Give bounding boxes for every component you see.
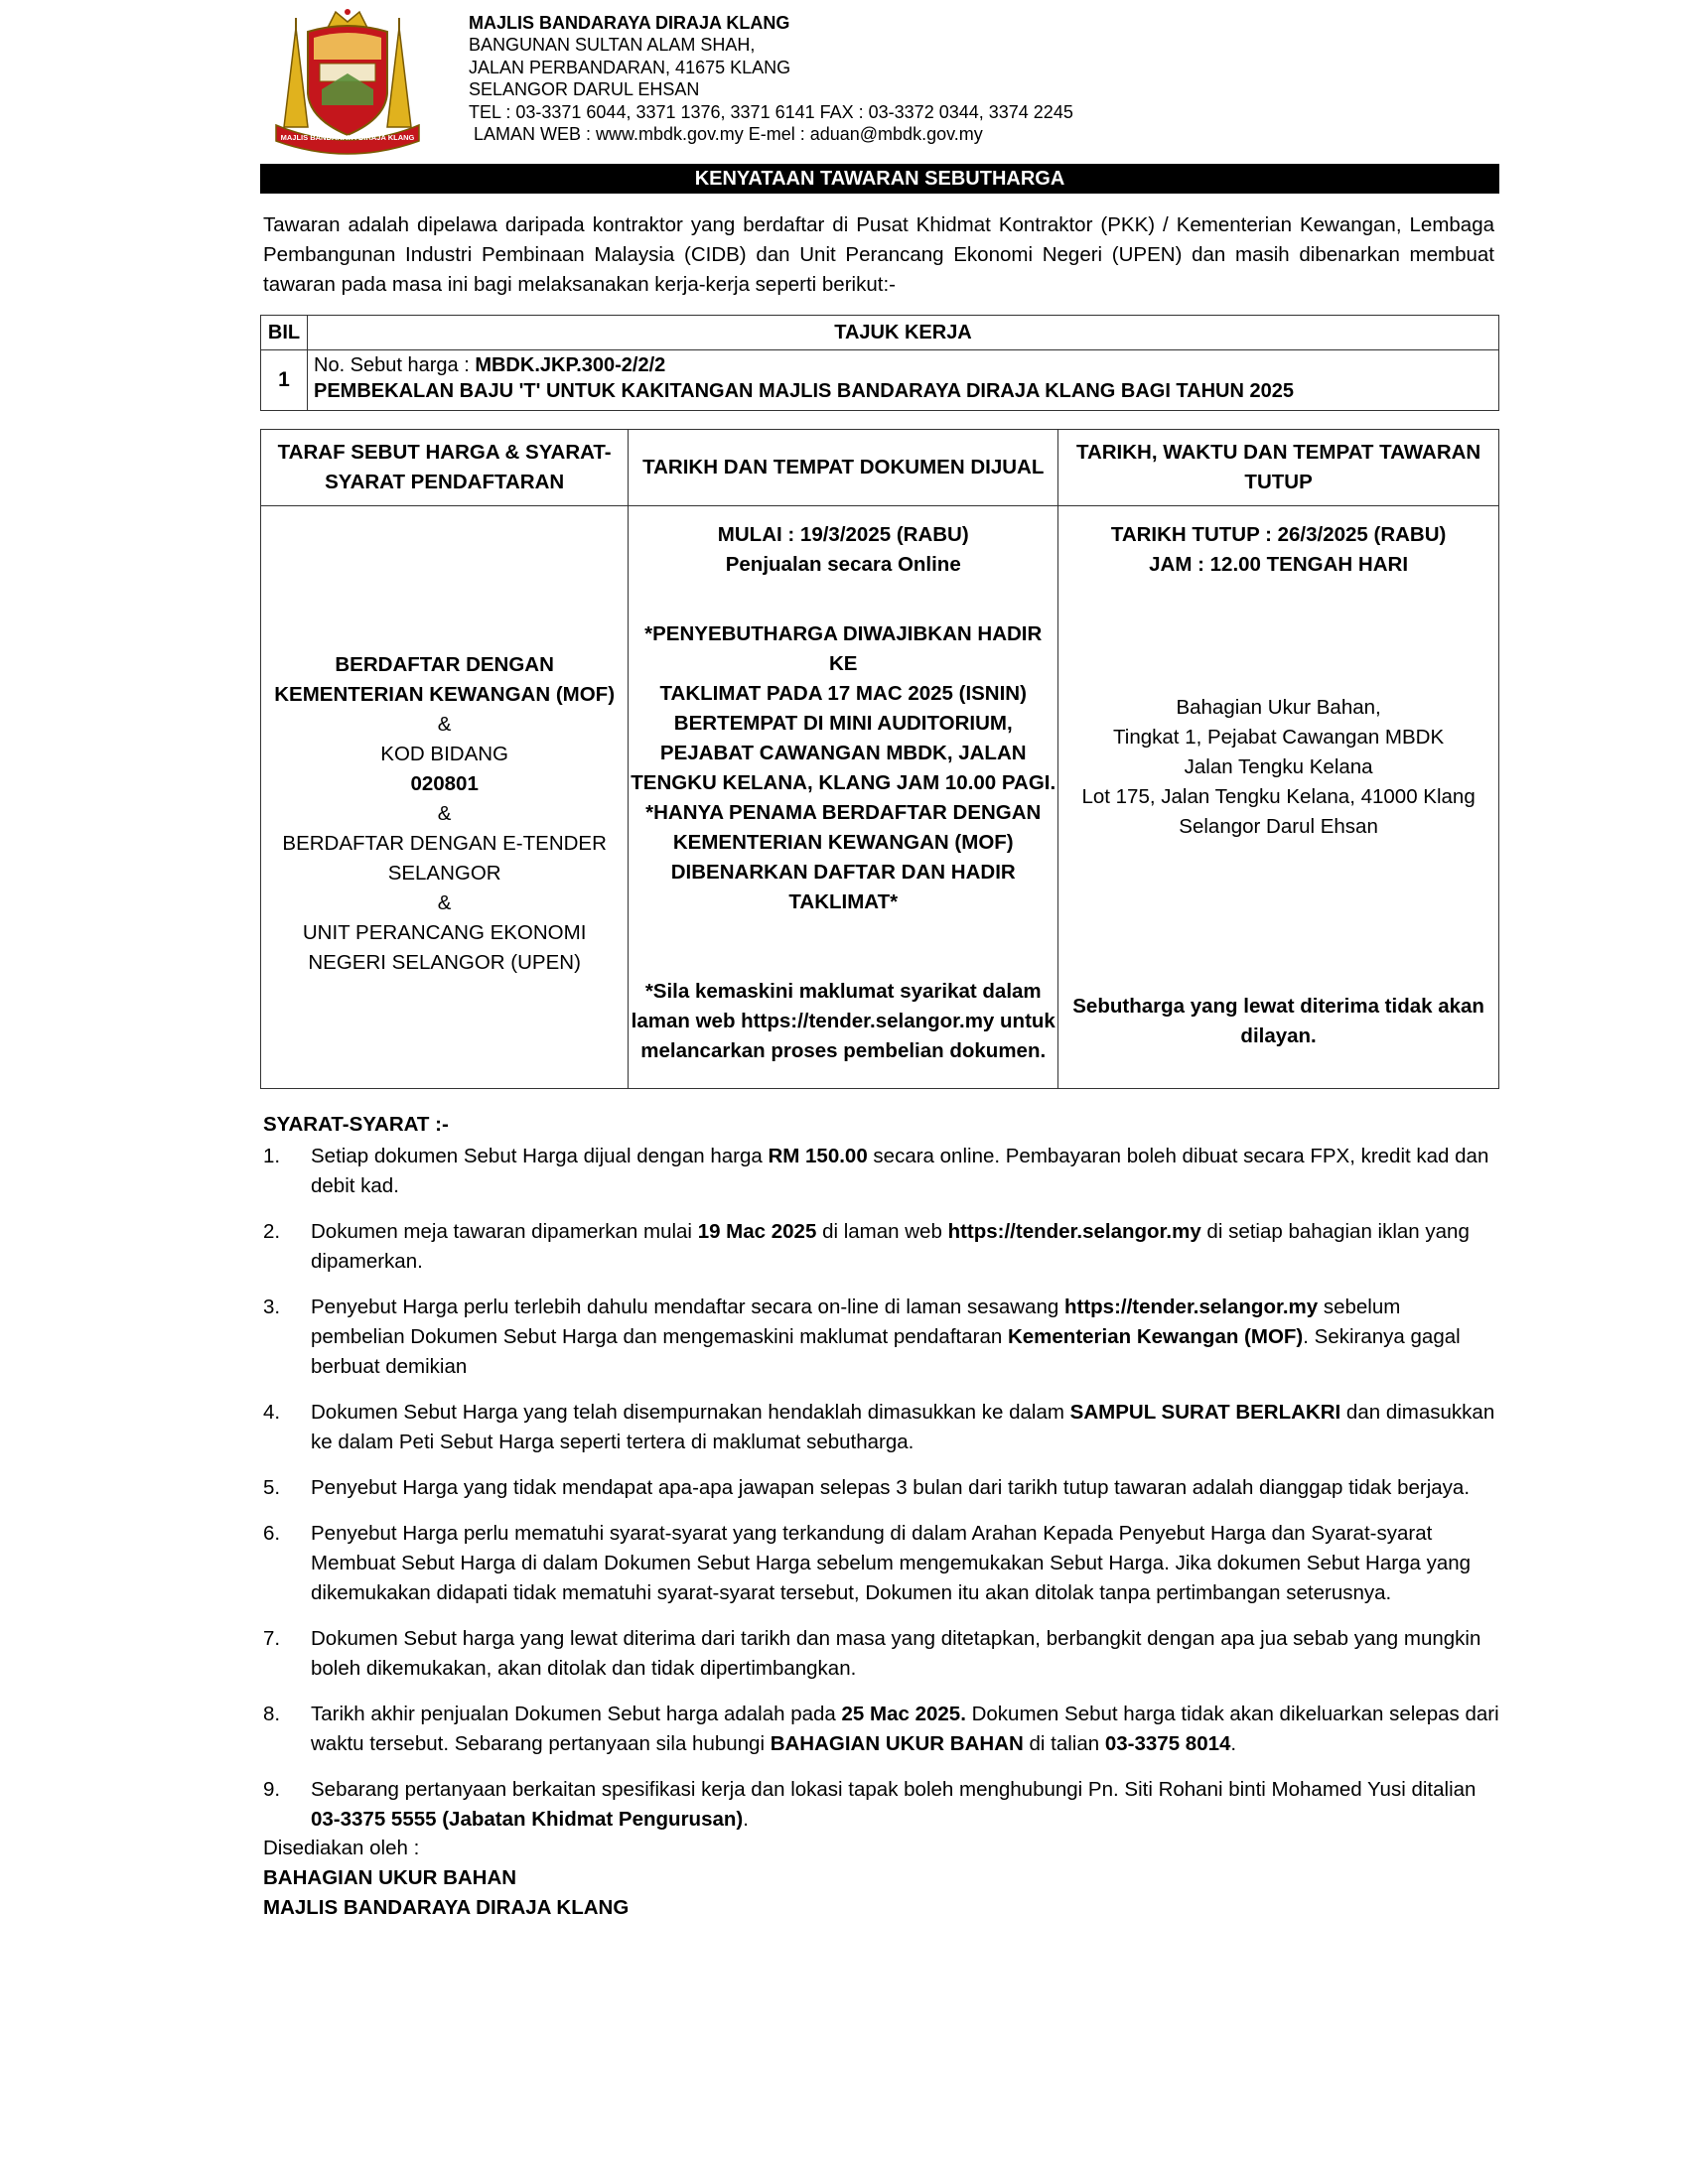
item-number: 6. [263,1522,281,1545]
taklimat-line: PEJABAT CAWANGAN MBDK, JALAN [659,742,1027,764]
mbdk-crest-logo [274,8,421,155]
prepared-by [263,1834,629,1923]
intro-paragraph: Tawaran adalah dipelawa daripada kontraktor yang berdaftar di Pusat Khidmat Kontraktor (PKK) / Kementerian Kewangan, Lembaga Pembangunan Industri Pembinaan Malaysia (CIDB) dan Unit Perancang Ekonomi Negeri (UPEN) dan masih dibenarkan membuat tawaran pada masa ini bagi melaksanakan kerja-kerja seperti berikut:- [263,213,1494,296]
head-taraf: TARAF SEBUT HARGA & SYARAT-SYARAT PENDAFTARAN [261,430,629,506]
amp: & [437,713,452,736]
row-job [308,350,1499,411]
kod-bidang: 020801 [410,772,479,795]
cell-taraf [261,506,629,1089]
letterhead [469,12,1073,145]
list-item: 4. Dokumen Sebut Harga yang telah disempurnakan hendaklah dimasukkan ke dalam SAMPUL SURAT BERLAKRI dan dimasukkan ke dalam Peti Sebut Harga seperti tertera di maklumat sebutharga. [263,1398,1499,1457]
mof-line-2: KEMENTERIAN KEWANGAN (MOF) [274,683,616,706]
web-email: LAMAN WEB : www.mbdk.gov.my E-mel : aduan@mbdk.gov.my [474,124,983,145]
address-line: Jalan Tengku Kelana [1184,755,1373,778]
list-item: 6. Penyebut Harga perlu mematuhi syarat-syarat yang terkandung di dalam Arahan Kepada Penyebut Harga dan Syarat-syarat Membuat Sebut Harga di dalam Dokumen Sebut Harga sebelum mengemukakan Sebut Harga. Jika dokumen Sebut Harga yang dikemukakan didapati tidak mematuhi syarat-syarat tersebut, Dokumen itu akan ditolak tanpa pertimbangan seterusnya. [263,1519,1499,1608]
item-number: 9. [263,1778,281,1801]
col-tajuk-header: TAJUK KERJA [308,316,1499,350]
mof-line-1: BERDAFTAR DENGAN [335,653,554,676]
list-item: 5. Penyebut Harga yang tidak mendapat apa-apa jawapan selepas 3 bulan dari tarikh tutup tawaran adalah dianggap tidak berjaya. [263,1473,1499,1503]
taklimat-line: BERTEMPAT DI MINI AUDITORIUM, [673,712,1013,735]
conditions-heading: SYARAT-SYARAT :- [263,1113,449,1136]
address-line: Bahagian Ukur Bahan, [1176,696,1381,719]
row-bil: 1 [261,350,308,411]
address-line-1: BANGUNAN SULTAN ALAM SHAH, [469,35,756,56]
prepared-dept: BAHAGIAN UKUR BAHAN [263,1866,517,1889]
hanya-line: *HANYA PENAMA BERDAFTAR DENGAN [645,801,1042,824]
item-number: 1. [263,1145,281,1167]
list-item: 7. Dokumen Sebut harga yang lewat diterima dari tarikh dan masa yang ditetapkan, berbangkit dengan apa jua sebab yang mungkin boleh dikemukakan, akan ditolak dan tidak dipertimbangkan. [263,1624,1499,1684]
sila-line: laman web https://tender.selangor.my untuk [631,1010,1055,1032]
cell-dokumen [629,506,1058,1089]
sila-line: *Sila kemaskini maklumat syarikat dalam [644,980,1042,1003]
upen-line-1: UNIT PERANCANG EKONOMI [302,921,587,944]
ref-label: No. Sebut harga : [314,354,476,376]
sila-line: melancarkan proses pembelian dokumen. [640,1039,1047,1062]
cell-tutup [1058,506,1499,1089]
mulai-date: MULAI : 19/3/2025 (RABU) [717,523,969,546]
head-dokumen: TARIKH DAN TEMPAT DOKUMEN DIJUAL [629,430,1058,506]
closing-time: JAM : 12.00 TENGAH HARI [1149,553,1409,576]
conditions-section [263,1110,1499,1850]
address-line: Selangor Darul Ehsan [1179,815,1378,838]
etender-line-2: SELANGOR [387,862,501,885]
list-item: 3. Penyebut Harga perlu terlebih dahulu mendaftar secara on-line di laman sesawang https://tender.selangor.my sebelum pembelian Dokumen Sebut Harga dan mengemaskini maklumat pendaftaran Kementerian Kewangan (MOF). Sekiranya gagal berbuat demikian [263,1293,1499,1382]
item-number: 8. [263,1703,281,1725]
table-row [261,350,1499,411]
logo-ribbon-text: MAJLIS BANDARAYA DIRAJA KLANG [280,133,415,142]
head-tutup: TARIKH, WAKTU DAN TEMPAT TAWARAN TUTUP [1058,430,1499,506]
list-item: 9. Sebarang pertanyaan berkaitan spesifikasi kerja dan lokasi tapak boleh menghubungi Pn. Siti Rohani binti Mohamed Yusi ditalian 03-3375 5555 (Jabatan Khidmat Pengurusan). [263,1775,1499,1835]
online-sale: Penjualan secara Online [725,553,961,576]
address-line-2: JALAN PERBANDARAN, 41675 KLANG [469,57,791,77]
hanya-line: DIBENARKAN DAFTAR DAN HADIR [670,861,1016,884]
address-line: Tingkat 1, Pejabat Cawangan MBDK [1113,726,1445,749]
list-item: 1. Setiap dokumen Sebut Harga dijual dengan harga RM 150.00 secara online. Pembayaran boleh dibuat secara FPX, kredit kad dan debit kad. [263,1142,1499,1201]
hanya-line: KEMENTERIAN KEWANGAN (MOF) [672,831,1014,854]
prepared-org: MAJLIS BANDARAYA DIRAJA KLANG [263,1896,630,1919]
job-title: PEMBEKALAN BAJU 'T' UNTUK KAKITANGAN MAJLIS BANDARAYA DIRAJA KLANG BAGI TAHUN 2025 [314,380,1294,402]
late-notice: Sebutharga yang lewat diterima tidak akan [1072,995,1484,1018]
late-notice: dilayan. [1240,1024,1317,1047]
item-number: 3. [263,1296,281,1318]
document-title: KENYATAAN TAWARAN SEBUTHARGA [260,164,1499,194]
list-item: 2. Dokumen meja tawaran dipamerkan mulai 19 Mac 2025 di laman web https://tender.selangor.my di setiap bahagian iklan yang dipamerkan. [263,1217,1499,1277]
item-number: 7. [263,1627,281,1650]
col-bil-header: BIL [261,316,308,350]
upen-line-2: NEGERI SELANGOR (UPEN) [308,951,581,974]
kod-label: KOD BIDANG [380,743,508,765]
detail-table [260,429,1499,1089]
prepared-label: Disediakan oleh : [263,1837,420,1859]
list-item: 8. Tarikh akhir penjualan Dokumen Sebut harga adalah pada 25 Mac 2025. Dokumen Sebut harga tidak akan dikeluarkan selepas dari waktu tersebut. Sebarang pertanyaan sila hubungi BAHAGIAN UKUR BAHAN di talian 03-3375 8014. [263,1700,1499,1759]
taklimat-line: TAKLIMAT PADA 17 MAC 2025 (ISNIN) [659,682,1027,705]
job-table [260,315,1499,411]
tel-fax: TEL : 03-3371 6044, 3371 1376, 3371 6141 FAX : 03-3372 0344, 3374 2245 [469,101,1073,122]
closing-date: TARIKH TUTUP : 26/3/2025 (RABU) [1110,523,1447,546]
etender-line-1: BERDAFTAR DENGAN E-TENDER [282,832,607,855]
org-name: MAJLIS BANDARAYA DIRAJA KLANG [469,13,790,33]
taklimat-line: *PENYEBUTHARGA DIWAJIBKAN HADIR KE [644,622,1043,675]
item-number: 5. [263,1476,281,1499]
amp: & [437,802,452,825]
taklimat-line: TENGKU KELANA, KLANG JAM 10.00 PAGI. [631,771,1056,794]
item-number: 2. [263,1220,281,1243]
item-number: 4. [263,1401,281,1424]
hanya-line: TAKLIMAT* [788,890,899,913]
amp: & [437,891,452,914]
ref-number: MBDK.JKP.300-2/2/2 [475,354,666,376]
address-line: Lot 175, Jalan Tengku Kelana, 41000 Klang [1081,785,1476,808]
address-line-3: SELANGOR DARUL EHSAN [469,79,700,100]
